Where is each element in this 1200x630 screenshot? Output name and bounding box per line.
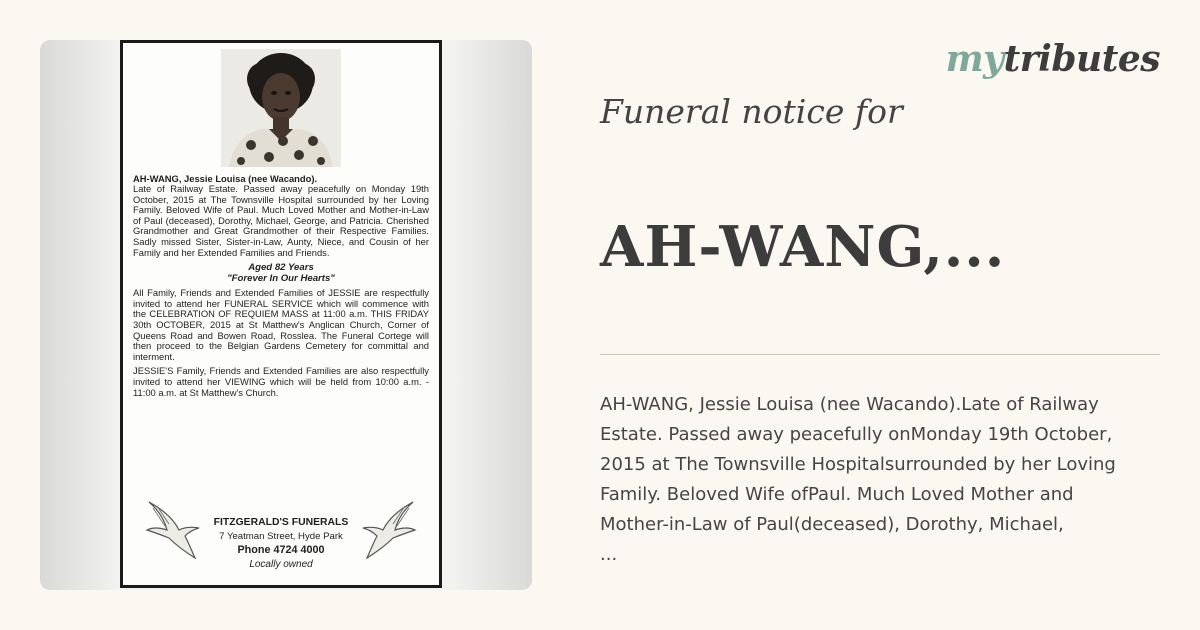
summary-line: AH-WANG, Jessie Louisa (nee Wacando).Late of Railway bbox=[600, 394, 1099, 415]
funeral-director-owned: Locally owned bbox=[249, 559, 313, 570]
summary-line: Estate. Passed away peacefully onMonday 19th October, bbox=[600, 424, 1113, 445]
summary-line: Family. Beloved Wife ofPaul. Much Loved Mother and bbox=[600, 484, 1074, 505]
divider bbox=[600, 354, 1160, 355]
logo-my: my bbox=[945, 38, 1004, 80]
summary-line: Mother-in-Law of Paul(deceased), Dorothy, Michael, bbox=[600, 514, 1064, 535]
notice-image-card bbox=[40, 40, 532, 590]
summary-line: ... bbox=[600, 544, 618, 565]
funeral-director-name: FITZGERALD'S FUNERALS bbox=[213, 517, 349, 528]
notice-paragraph-1: Late of Railway Estate. Passed away peacefully on Monday 19th October, 2015 at The Townsville Hospital surrounded by her Loving Family. Beloved Wife of Paul. Much Loved Mother and Mother-in-Law of Paul (deceased), Dorothy, Michael, George, and Patricia. Cherished Grandmother and Great Grandmother of their Respective Families. Sadly missed Sister, Sister-in-Law, Aunty, Niece, and Cousin of her Family and her Extended Families and Friends. bbox=[133, 183, 429, 258]
funeral-director-phone: Phone 4724 4000 bbox=[237, 544, 325, 556]
notice-summary bbox=[600, 390, 1170, 570]
funeral-director-address: 7 Yeatman Street, Hyde Park bbox=[219, 531, 343, 542]
notice-paragraph-2: All Family, Friends and Extended Families of JESSIE are respectfully invited to attend her FUNERAL SERVICE which will commence with the CELEBRATION OF REQUIEM MASS at 11:00 a.m. THIS FRIDAY 30th OCTOBER, 2015 at St Matthew's Anglican Church, Corner of Queens Road and Bowen Road, Rosslea. The Funeral Cortege will then proceed to the Belgian Gardens Cemetery for committal and interment. bbox=[133, 287, 429, 362]
page-heading: Funeral notice for bbox=[600, 92, 903, 131]
logo-tributes: tributes bbox=[1003, 38, 1160, 80]
notice-paragraph-3: JESSIE'S Family, Friends and Extended Families are also respectfully invited to attend her VIEWING which will be held from 10:00 a.m. - 11:00 a.m. at St Matthew's Church. bbox=[133, 365, 429, 398]
summary-line: 2015 at The Townsville Hospitalsurrounded by her Loving bbox=[600, 454, 1116, 475]
notice-aged: Aged 82 Years bbox=[248, 262, 314, 274]
notice-name-line: AH-WANG, Jessie Louisa (nee Wacando). bbox=[133, 173, 318, 184]
notice-forever: "Forever In Our Hearts" bbox=[227, 273, 335, 285]
mytributes-logo[interactable] bbox=[946, 38, 1160, 80]
deceased-name: AH-WANG,... bbox=[600, 214, 1006, 280]
funeral-notice bbox=[120, 40, 442, 588]
funeral-director-block bbox=[123, 516, 439, 571]
portrait-photo bbox=[221, 49, 341, 167]
